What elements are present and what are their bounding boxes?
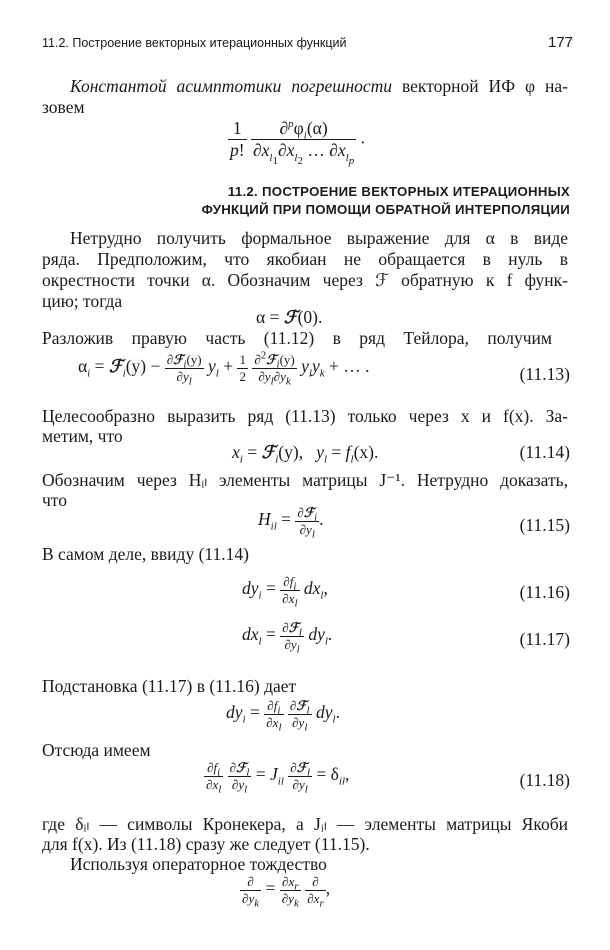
p1-line-4: цию; тогда	[42, 291, 123, 311]
p8-line-1: где δᵢₗ — символы Кронекера, а Jᵢₗ — элементы матрицы Якоби	[42, 814, 568, 834]
intro-line-2: зовем	[42, 97, 85, 117]
fraction-partial-derivative: $\frac{\partial^p\varphi_i(\alpha)}{\partial x_{l_1}\partial x_{l_2} \dots \partial x_{l_p}}$	[252, 118, 355, 167]
formula-inverse-jacobian-element: $H_{il}$ = $\frac{\partial ℱ_i}{\partial y_l}$ .	[258, 505, 324, 541]
section-heading-line-2: ФУНКЦИЙ ПРИ ПОМОЩИ ОБРАТНОЙ ИНТЕРПОЛЯЦИИ	[201, 202, 570, 217]
p6: Подстановка (11.17) в (11.16) дает	[42, 676, 297, 696]
p3-line-2: метим, что	[42, 426, 123, 446]
p1-line-2: ряда. Предположим, что якобиан не обращается в нуль в	[42, 249, 568, 269]
p5: В самом деле, ввиду (11.14)	[42, 544, 249, 564]
fraction-one-over-p-factorial: $\frac{1}{p!}$	[230, 118, 245, 160]
formula-dy-differential: $dy_i$ = $\frac{\partial f_i}{\partial x_l}$ $dx_l$,	[242, 574, 328, 610]
p9: Используя операторное тождество	[70, 854, 327, 874]
p8-line-2: для f(x). Из (11.18) сразу же следует (11.15).	[42, 834, 370, 854]
p3-line-1: Целесообразно выразить ряд (11.13) только через x и f(x). За-	[42, 406, 568, 426]
running-title: 11.2. Построение векторных итерационных функций	[42, 36, 347, 50]
p2: Разложив правую часть (11.12) в ряд Тейлора, получим	[42, 328, 552, 348]
formula-alpha-equals-f-inverse: α = ℱ(0).	[256, 307, 323, 327]
p4-line-1: Обозначим через Hᵢₗ элементы матрицы J⁻¹. Нетрудно доказать,	[42, 470, 568, 490]
equation-number-11-17: (11.17)	[519, 629, 570, 649]
formula-dx-differential: $dx_l$ = $\frac{\partial ℱ_l}{\partial y_l}$ $dy_l$.	[242, 620, 333, 656]
formula-substitution-result: $dy_i$ = $\frac{\partial f_i}{\partial x_l}$ $\frac{\partial ℱ_l}{\partial y_l}$ $dy_l$.	[226, 698, 340, 734]
intro-line-1	[70, 76, 568, 97]
intro-rest: векторной ИФ φ на-	[402, 76, 568, 96]
defined-term: Константой асимптотики погрешности	[70, 76, 393, 96]
formula-kronecker-identity: $\frac{\partial f_i}{\partial x_l}$ $\frac{\partial ℱ_l}{\partial y_l}$ = $J_{il}$ $\frac{\partial ℱ_l}{\partial y_l}$ = $\delta_{il}$,	[206, 760, 350, 796]
formula-error-constant: $\frac{1}{p!}$ $\frac{\partial^p\varphi_i(\alpha)}{\partial x_{l_1}\partial x_{l_2} \dots \partial x_{l_p}}$ .	[230, 118, 365, 167]
equation-number-11-15: (11.15)	[519, 515, 570, 535]
equation-number-11-14: (11.14)	[519, 442, 570, 462]
p1-line-1: Нетрудно получить формальное выражение для α в виде	[70, 228, 568, 248]
p1-line-3: окрестности точки α. Обозначим через ℱ обратную к f функ-	[42, 270, 568, 290]
page-number: 177	[548, 34, 574, 51]
formula-inverse-relations: $x_i$ = ℱ$_i$(y), $y_l = f_l(x)$.	[232, 442, 379, 466]
p7: Отсюда имеем	[42, 740, 151, 760]
equation-number-11-16: (11.16)	[519, 582, 570, 602]
formula-taylor-series: $\alpha_i$ = ℱ$_i$(y) − $\frac{\partial ℱ_i(y)}{\partial y_l}$ $y_l$ + $\frac{1}{2}$ $\frac{\partial^2ℱ_i(y)}{\partial y_l\partial y_k}$ $y_ly_k$ + … .	[78, 349, 370, 388]
p4-line-2: что	[42, 490, 67, 510]
formula-operator-identity: $\frac{\partial}{\partial y_k}$ = $\frac{\partial x_r}{\partial y_k}$ $\frac{\partial}{\partial x_r}$ ,	[242, 874, 331, 910]
equation-number-11-13: (11.13)	[519, 364, 570, 384]
equation-number-11-18: (11.18)	[519, 770, 570, 790]
section-heading-line-1: 11.2. ПОСТРОЕНИЕ ВЕКТОРНЫХ ИТЕРАЦИОННЫХ	[227, 184, 570, 199]
